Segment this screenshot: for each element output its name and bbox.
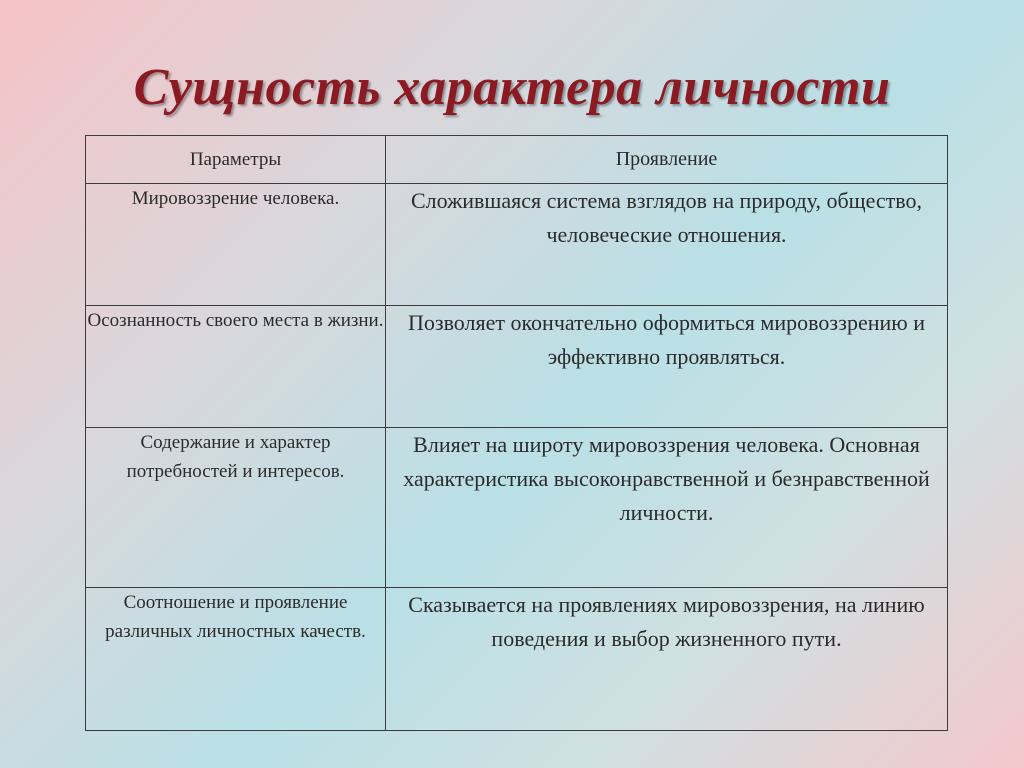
table-row [86,588,948,731]
parameter-cell: Осознанность своего места в жизни. [86,306,386,428]
table-row [86,428,948,588]
character-table [85,135,948,731]
table-row [86,306,948,428]
parameter-cell: Мировоззрение человека. [86,184,386,306]
table-row [86,184,948,306]
parameter-cell: Содержание и характер потребностей и интересов. [86,428,386,588]
manifestation-cell: Влияет на широту мировоззрения человека. Основная характеристика высоконравственной и безнравственной личности. [386,428,948,588]
parameter-cell: Соотношение и проявление различных личностных качеств. [86,588,386,731]
manifestation-cell: Сказывается на проявлениях мировоззрения, на линию поведения и выбор жизненного пути. [386,588,948,731]
manifestation-cell: Позволяет окончательно оформиться мировоззрению и эффективно проявляться. [386,306,948,428]
table-header-row [86,136,948,184]
slide-title: Сущность характера личности [133,59,891,116]
header-parameters: Параметры [86,136,386,184]
manifestation-cell: Сложившаяся система взглядов на природу, общество, человеческие отношения. [386,184,948,306]
header-manifestation: Проявление [386,136,948,184]
